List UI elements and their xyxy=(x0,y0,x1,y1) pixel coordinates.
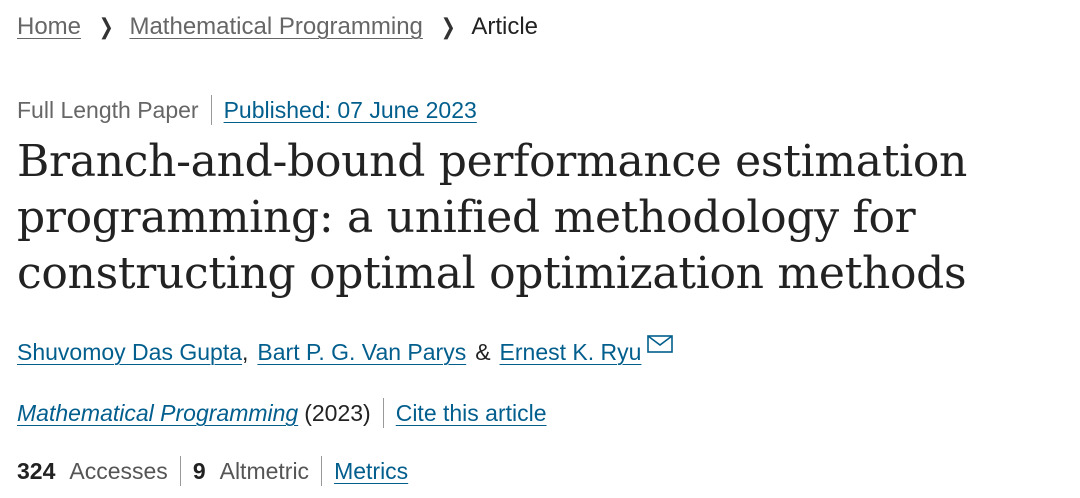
author-list xyxy=(17,334,673,370)
chevron-right-icon: ❯ xyxy=(440,14,456,39)
accesses-count: 324 xyxy=(17,457,56,484)
breadcrumb-current: Article xyxy=(471,13,539,40)
author-and: & xyxy=(475,338,491,365)
divider xyxy=(211,95,212,125)
article-title: Branch-and-bound performance estimation programming: a unified methodology for constructing optimal optimization methods xyxy=(17,136,968,299)
accesses-label: Accesses xyxy=(69,457,168,484)
mail-icon-svg xyxy=(647,335,673,353)
altmetric-label: Altmetric xyxy=(219,457,310,484)
breadcrumb xyxy=(17,10,538,44)
author-link-ryu[interactable]: Ernest K. Ryu xyxy=(499,338,642,365)
divider xyxy=(180,456,181,486)
breadcrumb-journal-link[interactable]: Mathematical Programming xyxy=(129,13,423,40)
article-meta xyxy=(17,92,477,128)
divider xyxy=(321,456,322,486)
journal-link[interactable]: Mathematical Programming xyxy=(17,399,299,426)
altmetric-count: 9 xyxy=(192,457,206,484)
journal-line xyxy=(17,395,547,431)
publication-year: (2023) xyxy=(304,399,371,426)
mail-icon[interactable] xyxy=(647,332,673,359)
breadcrumb-home-link[interactable]: Home xyxy=(17,13,82,40)
metrics-bar xyxy=(17,453,408,489)
published-date-link[interactable]: Published: 07 June 2023 xyxy=(223,96,477,123)
divider xyxy=(383,398,384,428)
author-link-van-parys[interactable]: Bart P. G. Van Parys xyxy=(257,338,467,365)
author-link-das-gupta[interactable]: Shuvomoy Das Gupta xyxy=(17,338,243,365)
chevron-right-icon: ❯ xyxy=(98,14,114,39)
metrics-link[interactable]: Metrics xyxy=(334,457,409,484)
author-separator: , xyxy=(242,338,249,365)
article-type: Full Length Paper xyxy=(17,96,199,123)
cite-article-link[interactable]: Cite this article xyxy=(395,399,547,426)
